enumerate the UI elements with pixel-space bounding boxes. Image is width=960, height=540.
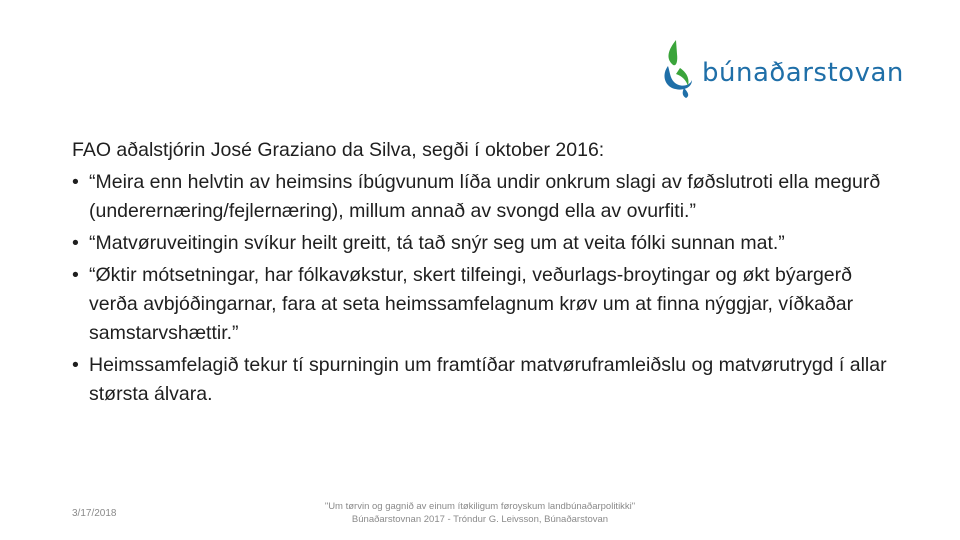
bullet-dot: • [72, 264, 79, 286]
bullet-dot: • [72, 232, 79, 254]
logo-wordmark: búnaðarstovan [702, 58, 904, 88]
bullet-dot: • [72, 171, 79, 193]
bullet-text: “Matvøruveitingin svíkur heilt greitt, tá tað snýr seg um at veita fólki sunnan mat.” [89, 232, 785, 254]
intro-text: FAO aðalstjórin José Graziano da Silva, segði í oktober 2016: [72, 139, 605, 161]
bullet-item [72, 261, 902, 348]
bunadarstovan-logo [662, 38, 904, 100]
footer-line-1: "Um tørvin og gagnið av einum ítøkiligum føroyskum landbúnaðarpolitikki" [324, 501, 636, 512]
bullet-dot: • [72, 354, 79, 376]
footer-date: 3/17/2018 [72, 508, 117, 519]
slide-body [72, 136, 902, 409]
bullet-item [72, 168, 902, 226]
bullet-text: “Meira enn helvtin av heimsins íbúgvunum líða undir onkrum slagi av føðslutroti ella megurð (underernæring/fejlernæring), millum annað av svongd ella av ovurfiti.” [89, 171, 881, 222]
bullet-item [72, 229, 902, 258]
footer-line-2: Búnaðarstovnan 2017 - Tróndur G. Leivsson, Búnaðarstovan [351, 514, 609, 525]
bullet-item [72, 351, 902, 409]
water-drop-leaf-logo-icon [662, 38, 696, 98]
bullet-list [72, 168, 902, 409]
bullet-text: Heimssamfelagið tekur tí spurningin um framtíðar matvøruframleiðslu og matvørutrygd í allar størsta álvara. [89, 354, 887, 405]
footer-caption [270, 500, 690, 526]
bullet-text: “Øktir mótsetningar, har fólkavøkstur, skert tilfeingi, veðurlags-broytingar og økt býargerð verða avbjóðingarnar, fara at seta heimssamfelagnum krøv um at finna nýggjar, víðkaðar samstarvshættir.” [89, 264, 854, 344]
